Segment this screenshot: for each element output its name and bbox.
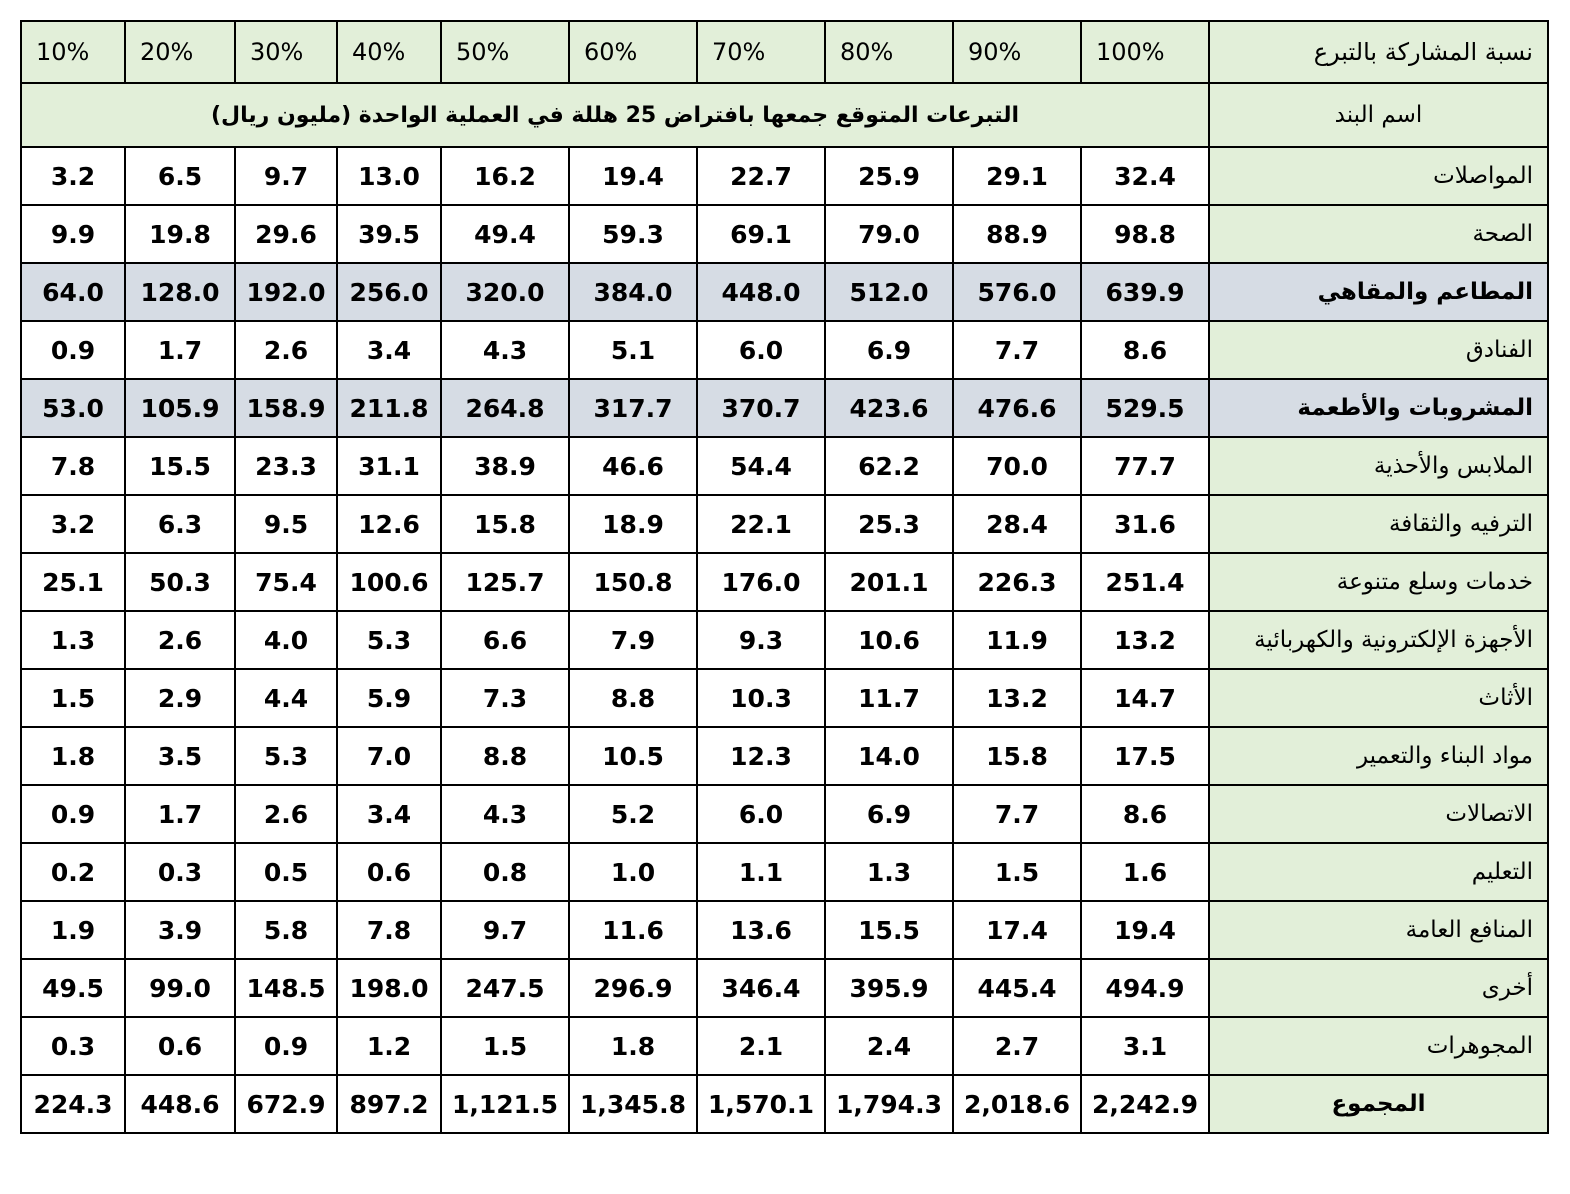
- item-name-cell: المطاعم والمقاهي: [1209, 263, 1548, 321]
- value-cell: 6.0: [697, 785, 825, 843]
- value-cell: 38.9: [441, 437, 569, 495]
- value-cell: 4.4: [235, 669, 337, 727]
- value-cell: 125.7: [441, 553, 569, 611]
- percentage-header-cell: 10%: [21, 21, 125, 83]
- item-name-cell: الفنادق: [1209, 321, 1548, 379]
- item-name-cell: أخرى: [1209, 959, 1548, 1017]
- value-cell: 16.2: [441, 147, 569, 205]
- value-cell: 1.9: [21, 901, 125, 959]
- value-cell: 49.4: [441, 205, 569, 263]
- value-cell: 5.3: [337, 611, 441, 669]
- value-cell: 3.5: [125, 727, 235, 785]
- percentage-header-row: [21, 21, 1548, 83]
- value-cell: 22.1: [697, 495, 825, 553]
- table-row: [21, 901, 1548, 959]
- value-cell: 18.9: [569, 495, 697, 553]
- value-cell: 10.5: [569, 727, 697, 785]
- table-subtitle: التبرعات المتوقع جمعها بافتراض 25 هللة في العملية الواحدة (مليون ريال): [21, 83, 1209, 147]
- total-row: [21, 1075, 1548, 1133]
- value-cell: 15.5: [125, 437, 235, 495]
- value-cell: 1.0: [569, 843, 697, 901]
- value-cell: 1,570.1: [697, 1075, 825, 1133]
- value-cell: 4.0: [235, 611, 337, 669]
- value-cell: 448.6: [125, 1075, 235, 1133]
- value-cell: 192.0: [235, 263, 337, 321]
- item-name-cell: الأثاث: [1209, 669, 1548, 727]
- value-cell: 17.4: [953, 901, 1081, 959]
- value-cell: 28.4: [953, 495, 1081, 553]
- value-cell: 75.4: [235, 553, 337, 611]
- value-cell: 6.9: [825, 321, 953, 379]
- value-cell: 10.6: [825, 611, 953, 669]
- subtitle-row: [21, 83, 1548, 147]
- value-cell: 3.2: [21, 147, 125, 205]
- value-cell: 264.8: [441, 379, 569, 437]
- value-cell: 8.6: [1081, 321, 1209, 379]
- value-cell: 31.1: [337, 437, 441, 495]
- value-cell: 7.7: [953, 785, 1081, 843]
- value-cell: 29.1: [953, 147, 1081, 205]
- item-name-cell: المجوهرات: [1209, 1017, 1548, 1075]
- value-cell: 445.4: [953, 959, 1081, 1017]
- value-cell: 14.7: [1081, 669, 1209, 727]
- value-cell: 384.0: [569, 263, 697, 321]
- percentage-header-cell: 60%: [569, 21, 697, 83]
- value-cell: 576.0: [953, 263, 1081, 321]
- value-cell: 672.9: [235, 1075, 337, 1133]
- value-cell: 9.7: [441, 901, 569, 959]
- value-cell: 3.4: [337, 785, 441, 843]
- value-cell: 25.1: [21, 553, 125, 611]
- value-cell: 23.3: [235, 437, 337, 495]
- value-cell: 0.9: [21, 785, 125, 843]
- value-cell: 32.4: [1081, 147, 1209, 205]
- value-cell: 11.7: [825, 669, 953, 727]
- percentage-header-cell: 90%: [953, 21, 1081, 83]
- value-cell: 897.2: [337, 1075, 441, 1133]
- value-cell: 7.7: [953, 321, 1081, 379]
- value-cell: 10.3: [697, 669, 825, 727]
- table-row: [21, 669, 1548, 727]
- value-cell: 512.0: [825, 263, 953, 321]
- value-cell: 9.5: [235, 495, 337, 553]
- value-cell: 0.3: [125, 843, 235, 901]
- value-cell: 13.6: [697, 901, 825, 959]
- value-cell: 53.0: [21, 379, 125, 437]
- value-cell: 2,242.9: [1081, 1075, 1209, 1133]
- value-cell: 9.3: [697, 611, 825, 669]
- value-cell: 59.3: [569, 205, 697, 263]
- value-cell: 529.5: [1081, 379, 1209, 437]
- value-cell: 25.9: [825, 147, 953, 205]
- table-row: [21, 495, 1548, 553]
- value-cell: 247.5: [441, 959, 569, 1017]
- value-cell: 296.9: [569, 959, 697, 1017]
- value-cell: 2.7: [953, 1017, 1081, 1075]
- table-row: [21, 1017, 1548, 1075]
- value-cell: 226.3: [953, 553, 1081, 611]
- value-cell: 2.6: [125, 611, 235, 669]
- value-cell: 5.2: [569, 785, 697, 843]
- value-cell: 19.4: [569, 147, 697, 205]
- value-cell: 395.9: [825, 959, 953, 1017]
- value-cell: 7.0: [337, 727, 441, 785]
- value-cell: 49.5: [21, 959, 125, 1017]
- table-row: [21, 147, 1548, 205]
- table-row: [21, 843, 1548, 901]
- value-cell: 198.0: [337, 959, 441, 1017]
- table-row: [21, 785, 1548, 843]
- item-name-cell: الاتصالات: [1209, 785, 1548, 843]
- value-cell: 1.7: [125, 321, 235, 379]
- value-cell: 2.6: [235, 321, 337, 379]
- value-cell: 4.3: [441, 785, 569, 843]
- value-cell: 8.8: [569, 669, 697, 727]
- table-row: [21, 205, 1548, 263]
- value-cell: 5.8: [235, 901, 337, 959]
- value-cell: 7.3: [441, 669, 569, 727]
- table-row: [21, 379, 1548, 437]
- percentage-header-cell: 50%: [441, 21, 569, 83]
- value-cell: 0.9: [235, 1017, 337, 1075]
- value-cell: 251.4: [1081, 553, 1209, 611]
- table-row: [21, 611, 1548, 669]
- value-cell: 6.5: [125, 147, 235, 205]
- value-cell: 1,345.8: [569, 1075, 697, 1133]
- value-cell: 0.3: [21, 1017, 125, 1075]
- value-cell: 5.1: [569, 321, 697, 379]
- item-name-cell: الأجهزة الإلكترونية والكهربائية: [1209, 611, 1548, 669]
- value-cell: 3.4: [337, 321, 441, 379]
- table-row: [21, 321, 1548, 379]
- value-cell: 0.2: [21, 843, 125, 901]
- value-cell: 423.6: [825, 379, 953, 437]
- value-cell: 0.6: [125, 1017, 235, 1075]
- value-cell: 39.5: [337, 205, 441, 263]
- table-row: [21, 727, 1548, 785]
- value-cell: 1.5: [21, 669, 125, 727]
- value-cell: 150.8: [569, 553, 697, 611]
- value-cell: 1.8: [21, 727, 125, 785]
- value-cell: 13.2: [953, 669, 1081, 727]
- value-cell: 15.8: [953, 727, 1081, 785]
- value-cell: 201.1: [825, 553, 953, 611]
- value-cell: 8.8: [441, 727, 569, 785]
- value-cell: 46.6: [569, 437, 697, 495]
- value-cell: 29.6: [235, 205, 337, 263]
- value-cell: 448.0: [697, 263, 825, 321]
- value-cell: 64.0: [21, 263, 125, 321]
- participation-label: نسبة المشاركة بالتبرع: [1209, 21, 1548, 83]
- value-cell: 17.5: [1081, 727, 1209, 785]
- value-cell: 1,121.5: [441, 1075, 569, 1133]
- item-name-cell: التعليم: [1209, 843, 1548, 901]
- value-cell: 105.9: [125, 379, 235, 437]
- value-cell: 5.3: [235, 727, 337, 785]
- value-cell: 99.0: [125, 959, 235, 1017]
- value-cell: 70.0: [953, 437, 1081, 495]
- value-cell: 148.5: [235, 959, 337, 1017]
- value-cell: 1.5: [953, 843, 1081, 901]
- value-cell: 31.6: [1081, 495, 1209, 553]
- value-cell: 1.1: [697, 843, 825, 901]
- value-cell: 69.1: [697, 205, 825, 263]
- value-cell: 62.2: [825, 437, 953, 495]
- value-cell: 3.9: [125, 901, 235, 959]
- value-cell: 11.6: [569, 901, 697, 959]
- percentage-header-cell: 70%: [697, 21, 825, 83]
- table-row: [21, 553, 1548, 611]
- value-cell: 476.6: [953, 379, 1081, 437]
- value-cell: 1.2: [337, 1017, 441, 1075]
- value-cell: 79.0: [825, 205, 953, 263]
- value-cell: 98.8: [1081, 205, 1209, 263]
- value-cell: 1.6: [1081, 843, 1209, 901]
- value-cell: 7.8: [21, 437, 125, 495]
- percentage-header-cell: 30%: [235, 21, 337, 83]
- value-cell: 1.5: [441, 1017, 569, 1075]
- percentage-header-cell: 40%: [337, 21, 441, 83]
- value-cell: 2.1: [697, 1017, 825, 1075]
- item-name-cell: المشروبات والأطعمة: [1209, 379, 1548, 437]
- value-cell: 494.9: [1081, 959, 1209, 1017]
- item-name-cell: المنافع العامة: [1209, 901, 1548, 959]
- value-cell: 22.7: [697, 147, 825, 205]
- value-cell: 54.4: [697, 437, 825, 495]
- value-cell: 6.6: [441, 611, 569, 669]
- value-cell: 6.3: [125, 495, 235, 553]
- value-cell: 8.6: [1081, 785, 1209, 843]
- value-cell: 1.3: [21, 611, 125, 669]
- value-cell: 15.8: [441, 495, 569, 553]
- value-cell: 0.9: [21, 321, 125, 379]
- value-cell: 2,018.6: [953, 1075, 1081, 1133]
- value-cell: 0.8: [441, 843, 569, 901]
- table-row: [21, 959, 1548, 1017]
- value-cell: 77.7: [1081, 437, 1209, 495]
- item-name-cell: خدمات وسلع متنوعة: [1209, 553, 1548, 611]
- value-cell: 346.4: [697, 959, 825, 1017]
- value-cell: 2.6: [235, 785, 337, 843]
- value-cell: 7.8: [337, 901, 441, 959]
- value-cell: 1.8: [569, 1017, 697, 1075]
- value-cell: 13.0: [337, 147, 441, 205]
- donations-table: [20, 20, 1549, 1134]
- value-cell: 15.5: [825, 901, 953, 959]
- item-name-cell: المواصلات: [1209, 147, 1548, 205]
- percentage-header-cell: 20%: [125, 21, 235, 83]
- value-cell: 11.9: [953, 611, 1081, 669]
- value-cell: 19.4: [1081, 901, 1209, 959]
- value-cell: 4.3: [441, 321, 569, 379]
- item-name-cell: المجموع: [1209, 1075, 1548, 1133]
- value-cell: 6.9: [825, 785, 953, 843]
- value-cell: 1.3: [825, 843, 953, 901]
- value-cell: 0.5: [235, 843, 337, 901]
- item-name-cell: الصحة: [1209, 205, 1548, 263]
- item-name-cell: مواد البناء والتعمير: [1209, 727, 1548, 785]
- value-cell: 128.0: [125, 263, 235, 321]
- value-cell: 370.7: [697, 379, 825, 437]
- table-row: [21, 263, 1548, 321]
- value-cell: 0.6: [337, 843, 441, 901]
- value-cell: 176.0: [697, 553, 825, 611]
- value-cell: 211.8: [337, 379, 441, 437]
- value-cell: 1,794.3: [825, 1075, 953, 1133]
- value-cell: 25.3: [825, 495, 953, 553]
- value-cell: 9.7: [235, 147, 337, 205]
- value-cell: 12.6: [337, 495, 441, 553]
- value-cell: 50.3: [125, 553, 235, 611]
- table-row: [21, 437, 1548, 495]
- item-name-label: اسم البند: [1209, 83, 1548, 147]
- value-cell: 1.7: [125, 785, 235, 843]
- value-cell: 19.8: [125, 205, 235, 263]
- value-cell: 12.3: [697, 727, 825, 785]
- value-cell: 158.9: [235, 379, 337, 437]
- value-cell: 320.0: [441, 263, 569, 321]
- value-cell: 14.0: [825, 727, 953, 785]
- item-name-cell: الملابس والأحذية: [1209, 437, 1548, 495]
- percentage-header-cell: 100%: [1081, 21, 1209, 83]
- value-cell: 3.2: [21, 495, 125, 553]
- value-cell: 7.9: [569, 611, 697, 669]
- value-cell: 224.3: [21, 1075, 125, 1133]
- value-cell: 3.1: [1081, 1017, 1209, 1075]
- value-cell: 2.9: [125, 669, 235, 727]
- value-cell: 256.0: [337, 263, 441, 321]
- value-cell: 639.9: [1081, 263, 1209, 321]
- value-cell: 13.2: [1081, 611, 1209, 669]
- value-cell: 88.9: [953, 205, 1081, 263]
- value-cell: 9.9: [21, 205, 125, 263]
- value-cell: 317.7: [569, 379, 697, 437]
- item-name-cell: الترفيه والثقافة: [1209, 495, 1548, 553]
- value-cell: 100.6: [337, 553, 441, 611]
- value-cell: 5.9: [337, 669, 441, 727]
- value-cell: 6.0: [697, 321, 825, 379]
- percentage-header-cell: 80%: [825, 21, 953, 83]
- value-cell: 2.4: [825, 1017, 953, 1075]
